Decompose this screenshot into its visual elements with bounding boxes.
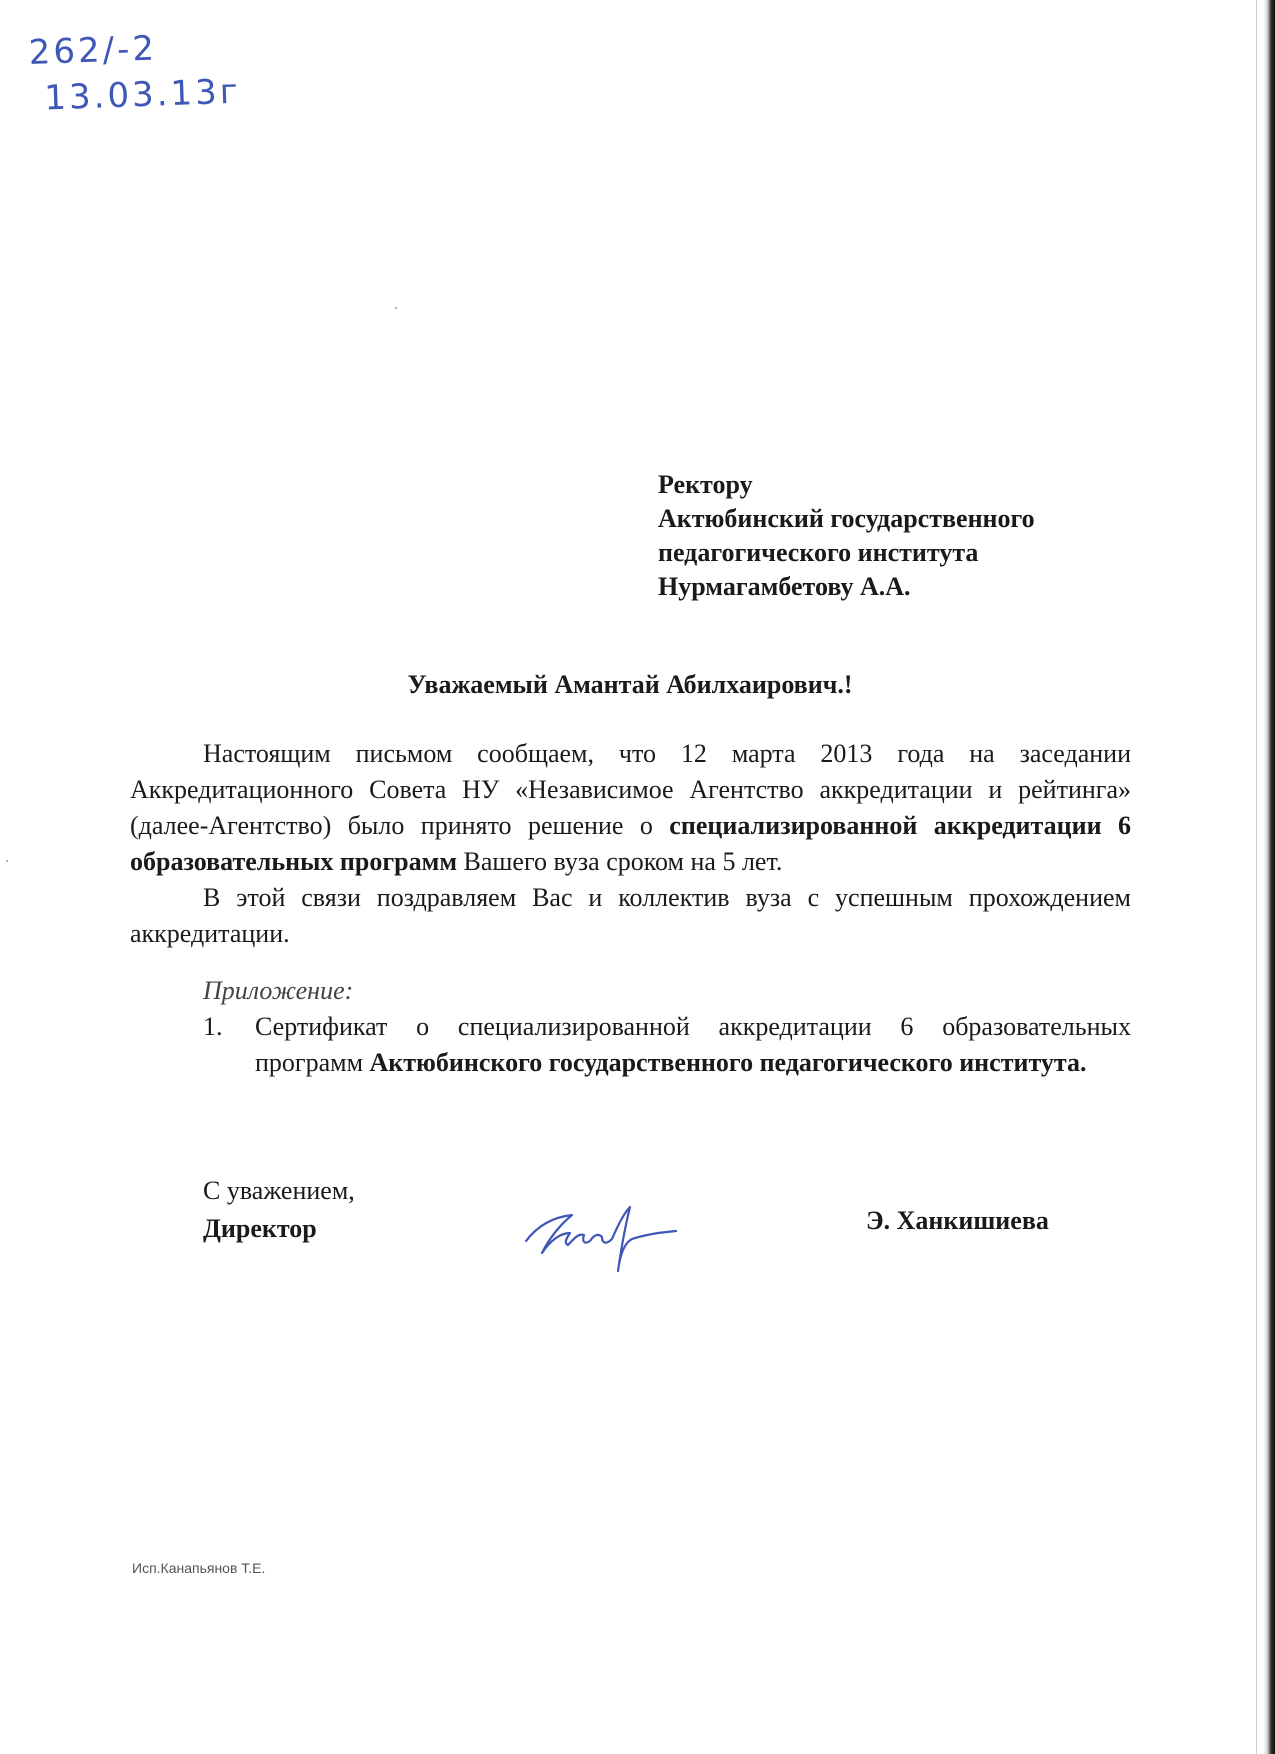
attachment-item-text bbox=[255, 1009, 1131, 1081]
closing-block bbox=[203, 1172, 355, 1248]
scan-speck bbox=[6, 860, 8, 862]
addressee-line: Ректору bbox=[658, 470, 753, 499]
body-text: Настоящим письмом сообщаем, что 12 марта 2013 года на заседании Аккредитационного Совета НУ «Независимое Агентство аккредитации и рейтинга» (далее-Агентство) было принято решение о bbox=[130, 739, 1131, 840]
addressee-line: Нурмагамбетову А.А. bbox=[658, 572, 911, 601]
body-paragraph-1 bbox=[130, 736, 1131, 880]
handwritten-note-date: 13.03.13г bbox=[43, 71, 242, 119]
addressee-line: Актюбинский государственного bbox=[658, 504, 1035, 533]
body-bold-text: специализированной аккредитации 6 образовательных программ bbox=[130, 811, 1131, 876]
handwritten-registration-note bbox=[28, 23, 241, 122]
executor-note: Исп.Канапьянов Т.Е. bbox=[132, 1560, 266, 1576]
attachment-item-number: 1. bbox=[203, 1012, 223, 1041]
closing-regards: С уважением, bbox=[203, 1176, 355, 1205]
body-paragraph-2: В этой связи поздравляем Вас и коллектив вуза с успешным прохождением аккредитации. bbox=[130, 883, 1131, 948]
attachment-text: Сертификат о специализированной аккредитации 6 образовательных программ bbox=[255, 1012, 1131, 1077]
addressee-block bbox=[658, 468, 1035, 604]
letter-body bbox=[130, 736, 1131, 952]
addressee-line: педагогического института bbox=[658, 538, 979, 567]
handwritten-signature bbox=[520, 1195, 680, 1281]
signer-name: Э. Ханкишиева bbox=[866, 1206, 1049, 1235]
handwritten-note-number: 262/-2 bbox=[28, 28, 158, 73]
attachment-bold-text: Актюбинского государственного педагогического института. bbox=[369, 1048, 1087, 1077]
attachment-title: Приложение: bbox=[203, 976, 354, 1005]
body-text: Вашего вуза сроком на 5 лет. bbox=[457, 847, 783, 876]
salutation: Уважаемый Амантай Абилхаирович.! bbox=[407, 670, 853, 699]
scan-edge-line bbox=[1256, 0, 1257, 1754]
scan-speck bbox=[395, 307, 397, 309]
signer-role: Директор bbox=[203, 1214, 317, 1243]
attachment-item bbox=[203, 1009, 1131, 1081]
scan-edge bbox=[1263, 0, 1275, 1754]
attachment-section bbox=[203, 973, 1131, 1081]
